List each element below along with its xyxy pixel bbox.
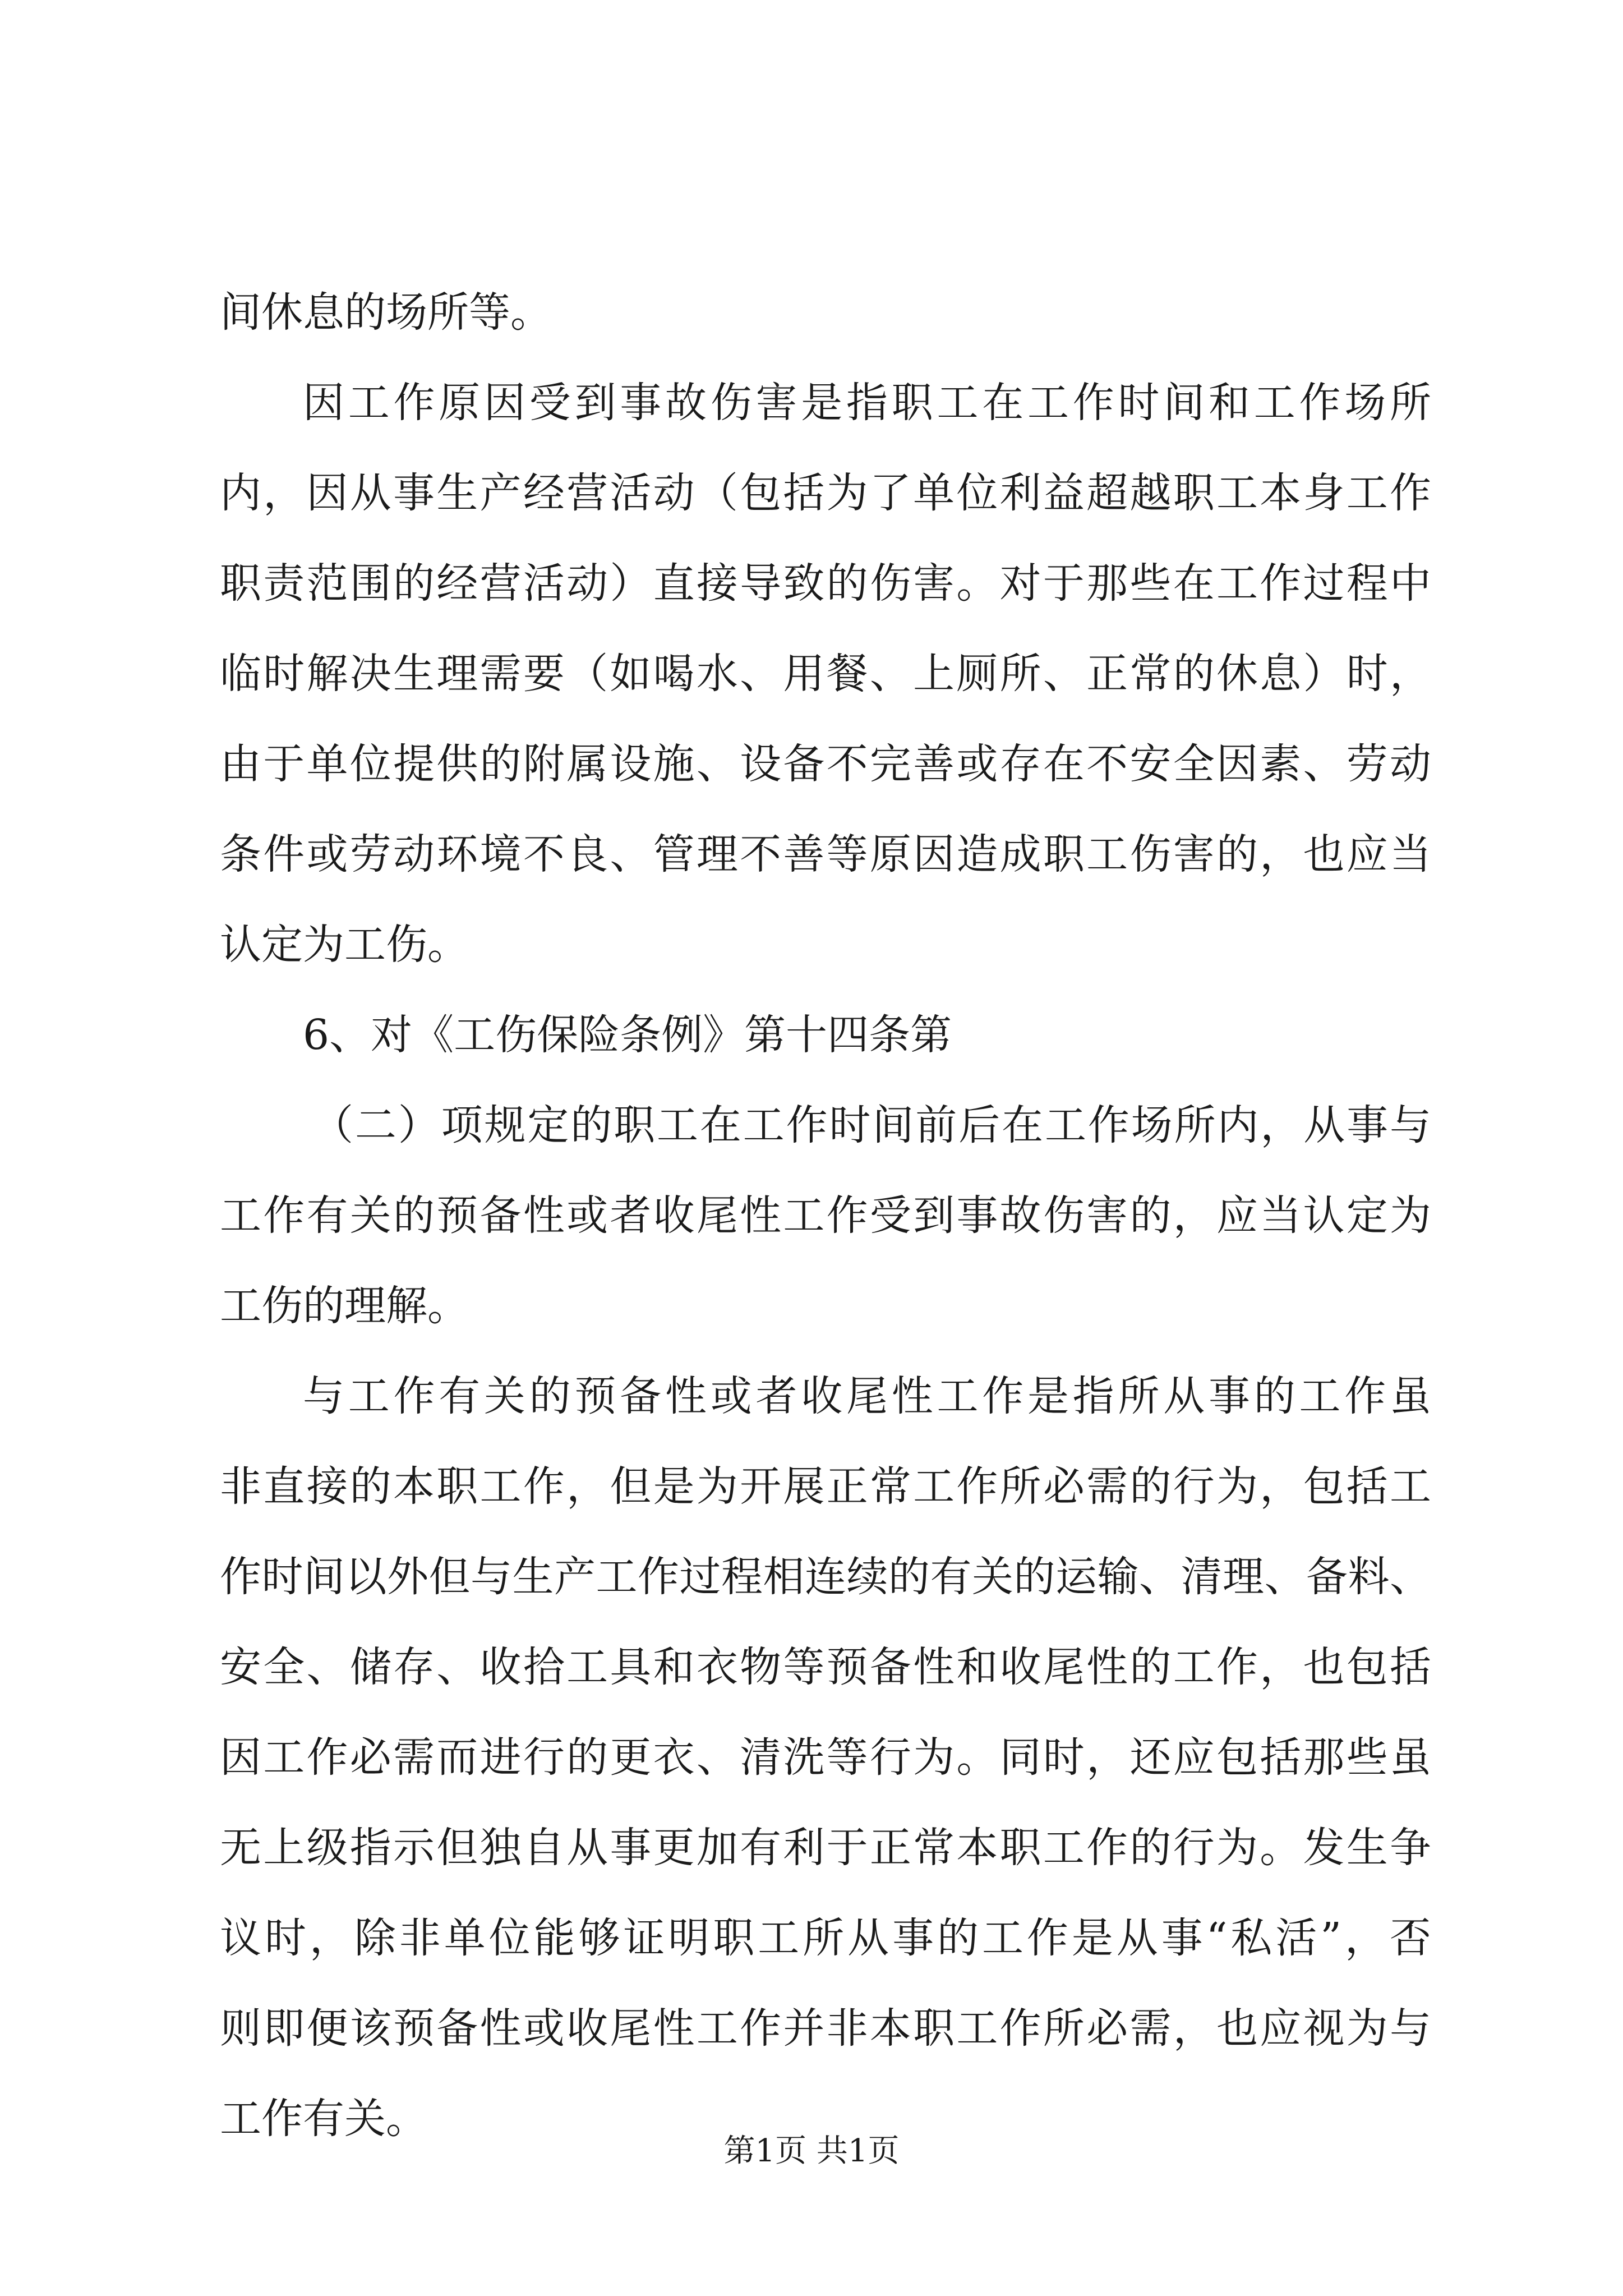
text-line: 安全、储存、收拾工具和衣物等预备性和收尾性的工作，也包括 [220,1643,1431,1691]
text-line: 认定为工伤。 [220,921,469,969]
text-line: 工作有关的预备性或者收尾性工作受到事故伤害的，应当认定为 [220,1191,1431,1240]
text-line: 工伤的理解。 [220,1282,469,1330]
text-line: 工作有关。 [220,2095,427,2143]
text-line: 则即便该预备性或收尾性工作并非本职工作所必需，也应视为与 [220,2004,1431,2053]
text-line: 由于单位提供的附属设施、设备不完善或存在不安全因素、劳动 [220,740,1431,788]
text-line: 无上级指示但独自从事更加有利于正常本职工作的行为。发生争 [220,1824,1431,1872]
text-line: 非直接的本职工作，但是为开展正常工作所必需的行为，包括工 [220,1462,1431,1511]
text-line: 议时，除非单位能够证明职工所从事的工作是从事“私活”，否 [220,1914,1431,1962]
text-line: 职责范围的经营活动）直接导致的伤害。对于那些在工作过程中 [220,559,1431,608]
paragraph-first-line: 与工作有关的预备性或者收尾性工作是指所从事的工作虽 [303,1372,1431,1420]
text-line: 临时解决生理需要（如喝水、用餐、上厕所、正常的休息）时， [220,650,1431,698]
text-line: 间休息的场所等。 [220,288,552,337]
section-heading: 6、对《工伤保险条例》第十四条第 [303,1011,952,1059]
text-line: 条件或劳动环境不良、管理不善等原因造成职工伤害的，也应当 [220,830,1431,878]
paragraph-first-line: （二）项规定的职工在工作时间前后在工作场所内，从事与 [312,1101,1431,1149]
text-line: 内，因从事生产经营活动（包括为了单位利益超越职工本身工作 [220,469,1431,517]
paragraph-first-line: 因工作原因受到事故伤害是指职工在工作时间和工作场所 [303,379,1431,427]
text-line: 因工作必需而进行的更衣、清洗等行为。同时，还应包括那些虽 [220,1733,1431,1782]
text-line: 作时间以外但与生产工作过程相连续的有关的运输、清理、备料、 [220,1553,1431,1601]
page-number-footer: 第1页 共1页 [723,2133,900,2169]
